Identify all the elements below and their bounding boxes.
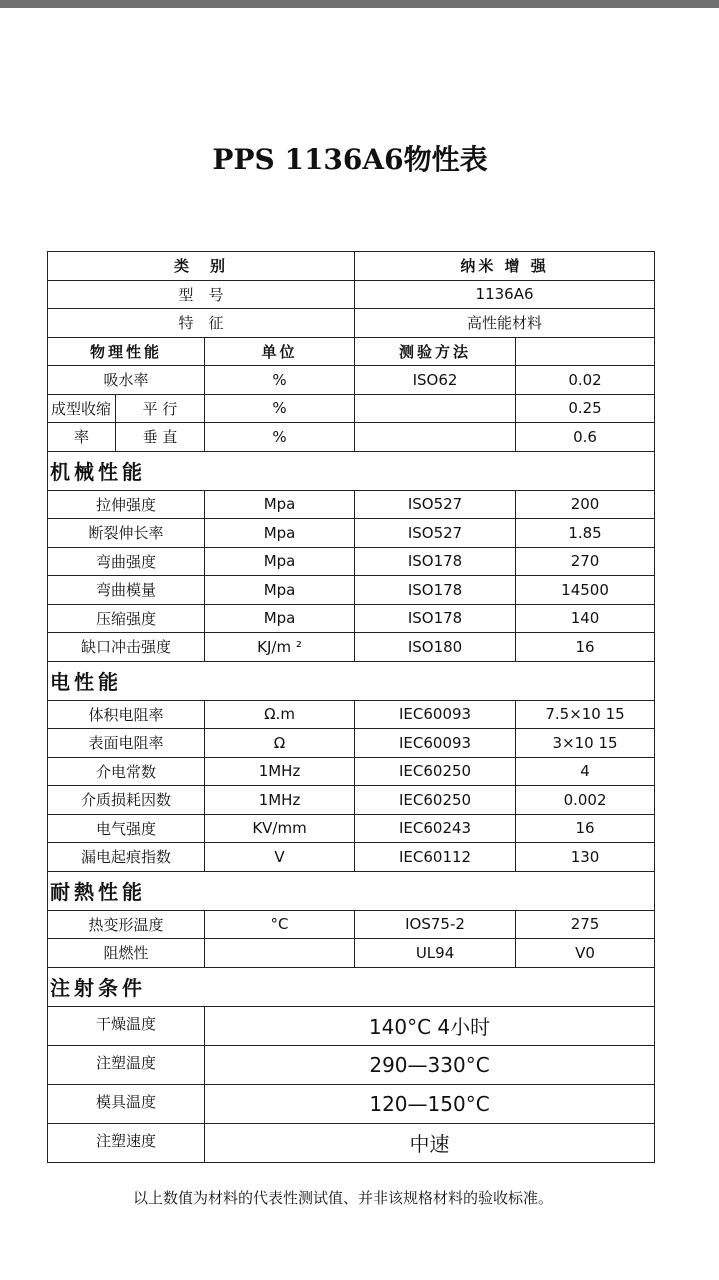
property-unit: Mpa bbox=[205, 604, 355, 633]
property-method: UL94 bbox=[355, 939, 516, 968]
property-method: IEC60112 bbox=[355, 843, 516, 872]
property-value: 1.85 bbox=[516, 519, 655, 548]
property-value: 0.6 bbox=[516, 423, 655, 452]
table-row bbox=[48, 786, 655, 815]
page-title: PPS 1136A6物性表 bbox=[212, 143, 488, 176]
column-header-method: 测验方法 bbox=[355, 337, 516, 366]
section-title-thermal: 耐熱性能 bbox=[48, 871, 655, 910]
condition-name: 模具温度 bbox=[48, 1084, 205, 1123]
property-value: V0 bbox=[516, 939, 655, 968]
property-name: 热变形温度 bbox=[48, 910, 205, 939]
property-method: ISO178 bbox=[355, 547, 516, 576]
property-name: 介质损耗因数 bbox=[48, 786, 205, 815]
section-row bbox=[48, 967, 655, 1006]
table-row bbox=[48, 576, 655, 605]
table-row bbox=[48, 547, 655, 576]
property-value: 7.5×10 15 bbox=[516, 700, 655, 729]
property-unit bbox=[205, 939, 355, 968]
column-header-unit: 单位 bbox=[205, 337, 355, 366]
property-unit: V bbox=[205, 843, 355, 872]
table-row bbox=[48, 939, 655, 968]
property-method: IEC60243 bbox=[355, 814, 516, 843]
property-name: 介电常数 bbox=[48, 757, 205, 786]
table-row bbox=[48, 1006, 655, 1045]
property-name: 电气强度 bbox=[48, 814, 205, 843]
table-row bbox=[48, 910, 655, 939]
table-row bbox=[48, 604, 655, 633]
property-value: 16 bbox=[516, 633, 655, 662]
column-header-value bbox=[516, 337, 655, 366]
property-value: 3×10 15 bbox=[516, 729, 655, 758]
property-method: ISO527 bbox=[355, 490, 516, 519]
condition-name: 注塑速度 bbox=[48, 1123, 205, 1162]
property-method: ISO62 bbox=[355, 366, 516, 395]
section-title-injection: 注射条件 bbox=[48, 967, 655, 1006]
condition-value: 140°C 4小时 bbox=[205, 1006, 655, 1045]
table-row bbox=[48, 366, 655, 395]
property-name: 拉伸强度 bbox=[48, 490, 205, 519]
property-name: 缺口冲击强度 bbox=[48, 633, 205, 662]
property-unit: Mpa bbox=[205, 490, 355, 519]
condition-value: 290—330°C bbox=[205, 1045, 655, 1084]
property-value: 140 bbox=[516, 604, 655, 633]
property-value: 4 bbox=[516, 757, 655, 786]
property-value: 0.02 bbox=[516, 366, 655, 395]
property-method: IEC60093 bbox=[355, 700, 516, 729]
table-row bbox=[48, 280, 655, 309]
table-row bbox=[48, 1084, 655, 1123]
property-name: 断裂伸长率 bbox=[48, 519, 205, 548]
table-row bbox=[48, 423, 655, 452]
table-row bbox=[48, 1123, 655, 1162]
property-method: IEC60250 bbox=[355, 757, 516, 786]
shrinkage-label-line2: 率 bbox=[48, 423, 116, 452]
property-method: IOS75-2 bbox=[355, 910, 516, 939]
property-method: ISO178 bbox=[355, 604, 516, 633]
property-name: 吸水率 bbox=[48, 366, 205, 395]
section-row bbox=[48, 871, 655, 910]
table-row bbox=[48, 729, 655, 758]
property-method bbox=[355, 394, 516, 423]
model-label: 型 号 bbox=[48, 280, 355, 309]
property-unit: % bbox=[205, 366, 355, 395]
category-value: 纳米 增 强 bbox=[355, 252, 655, 281]
property-name: 表面电阻率 bbox=[48, 729, 205, 758]
property-name: 体积电阻率 bbox=[48, 700, 205, 729]
property-method bbox=[355, 423, 516, 452]
feature-label: 特 征 bbox=[48, 309, 355, 338]
condition-value: 中速 bbox=[205, 1123, 655, 1162]
property-name: 平 行 bbox=[116, 394, 205, 423]
property-unit: Mpa bbox=[205, 576, 355, 605]
property-name: 弯曲强度 bbox=[48, 547, 205, 576]
table-row bbox=[48, 252, 655, 281]
property-value: 130 bbox=[516, 843, 655, 872]
property-value: 200 bbox=[516, 490, 655, 519]
section-row bbox=[48, 661, 655, 700]
section-title-electrical: 电性能 bbox=[48, 661, 655, 700]
property-unit: Ω bbox=[205, 729, 355, 758]
column-header-row bbox=[48, 337, 655, 366]
section-row bbox=[48, 451, 655, 490]
property-name: 垂 直 bbox=[116, 423, 205, 452]
property-name: 弯曲模量 bbox=[48, 576, 205, 605]
footer-note: 以上数值为材料的代表性测试值、并非该规格材料的验收标准。 bbox=[132, 1189, 553, 1207]
property-method: ISO178 bbox=[355, 576, 516, 605]
property-name: 漏电起痕指数 bbox=[48, 843, 205, 872]
condition-name: 干燥温度 bbox=[48, 1006, 205, 1045]
property-unit: Ω.m bbox=[205, 700, 355, 729]
property-value: 14500 bbox=[516, 576, 655, 605]
property-method: IEC60093 bbox=[355, 729, 516, 758]
table-row bbox=[48, 1045, 655, 1084]
feature-value: 高性能材料 bbox=[355, 309, 655, 338]
category-label: 类 别 bbox=[48, 252, 355, 281]
property-unit: KJ/m ² bbox=[205, 633, 355, 662]
property-method: ISO180 bbox=[355, 633, 516, 662]
property-value: 0.25 bbox=[516, 394, 655, 423]
column-header-property: 物理性能 bbox=[48, 337, 205, 366]
property-unit: °C bbox=[205, 910, 355, 939]
table-row bbox=[48, 519, 655, 548]
property-method: ISO527 bbox=[355, 519, 516, 548]
properties-table bbox=[47, 251, 655, 1163]
property-name: 阻燃性 bbox=[48, 939, 205, 968]
property-value: 275 bbox=[516, 910, 655, 939]
section-title-mechanical: 机械性能 bbox=[48, 451, 655, 490]
table-row bbox=[48, 700, 655, 729]
table-row bbox=[48, 394, 655, 423]
table-row bbox=[48, 757, 655, 786]
property-unit: 1MHz bbox=[205, 757, 355, 786]
property-unit: % bbox=[205, 394, 355, 423]
condition-value: 120—150°C bbox=[205, 1084, 655, 1123]
property-value: 16 bbox=[516, 814, 655, 843]
table-row bbox=[48, 843, 655, 872]
property-unit: KV/mm bbox=[205, 814, 355, 843]
shrinkage-label-line1: 成型收缩 bbox=[48, 394, 116, 423]
table-row bbox=[48, 814, 655, 843]
property-unit: 1MHz bbox=[205, 786, 355, 815]
property-name: 压缩强度 bbox=[48, 604, 205, 633]
property-value: 270 bbox=[516, 547, 655, 576]
property-value: 0.002 bbox=[516, 786, 655, 815]
table-row bbox=[48, 633, 655, 662]
condition-name: 注塑温度 bbox=[48, 1045, 205, 1084]
property-unit: Mpa bbox=[205, 547, 355, 576]
property-method: IEC60250 bbox=[355, 786, 516, 815]
property-unit: % bbox=[205, 423, 355, 452]
model-value: 1136A6 bbox=[355, 280, 655, 309]
property-unit: Mpa bbox=[205, 519, 355, 548]
table-row bbox=[48, 309, 655, 338]
top-bar bbox=[0, 0, 719, 8]
table-row bbox=[48, 490, 655, 519]
